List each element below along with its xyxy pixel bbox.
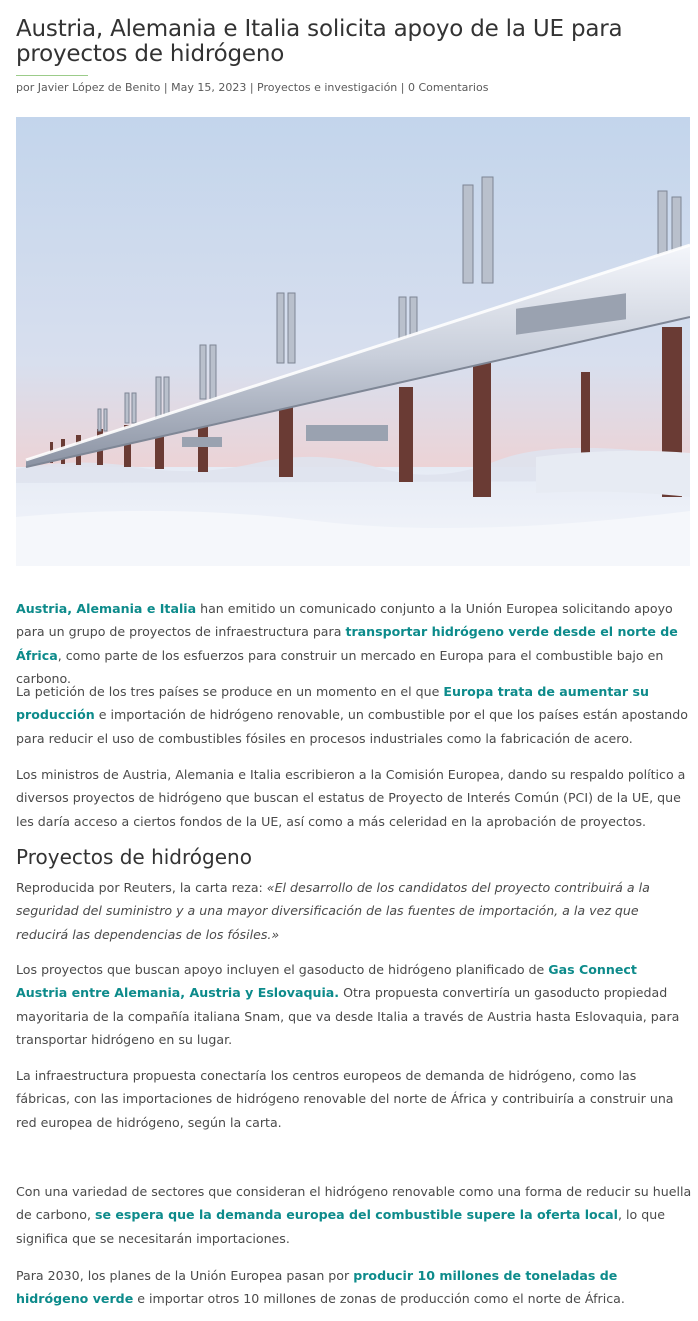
paragraph-5 — [16, 958, 692, 1051]
paragraph-4 — [16, 876, 692, 946]
paragraph-text: Los proyectos que buscan apoyo incluyen el gasoducto de hidrógeno planificado de — [16, 962, 549, 977]
article-title: Austria, Alemania e Italia solicita apoyo de la UE para proyectos de hidrógeno — [16, 16, 623, 67]
title-underline — [16, 75, 88, 76]
link-produce-10-million[interactable]: producir 10 millones de toneladas de hidrógeno verde — [16, 1268, 618, 1307]
paragraph-text: Con una variedad de sectores que consideran el hidrógeno renovable como una forma de reducir su huella de carbono, — [16, 1184, 692, 1223]
paragraph-text: Para 2030, los planes de la Unión Europea pasan por — [16, 1268, 354, 1283]
paragraph-2 — [16, 680, 692, 750]
paragraph-text: han emitido un comunicado conjunto a la Unión Europea solicitando apoyo para un grupo de proyectos de infraestructura para — [16, 601, 673, 640]
paragraph-6: La infraestructura propuesta conectaría los centros europeos de demanda de hidrógeno, como las fábricas, con las importaciones de hidrógeno renovable del norte de África y contribuiría a construir una red europea de hidrógeno, según la carta. — [16, 1068, 674, 1130]
paragraph-8 — [16, 1264, 692, 1311]
meta-separator: | — [246, 81, 258, 94]
paragraph-1 — [16, 597, 692, 690]
category-link[interactable]: Proyectos e investigación — [257, 81, 398, 94]
link-gas-connect-austria[interactable]: Gas Connect Austria entre Alemania, Austria y Eslovaquia. — [16, 962, 637, 1001]
meta-prefix: por — [16, 81, 38, 94]
paragraph-text: Otra propuesta convertiría un gasoducto propiedad mayoritaria de la compañía italiana Snam, que va desde Italia a través de Austria hasta Eslovaquia, para transportar hidrógeno en su lugar. — [16, 985, 680, 1047]
quote-text: «El desarrollo de los candidatos del proyecto contribuirá a la seguridad del suministro y a una mayor diversificación de las fuentes de importación, a la vez que reducirá las dependencias de los fósiles.» — [16, 880, 650, 942]
paragraph-text: e importar otros 10 millones de zonas de producción como el norte de África. — [133, 1291, 625, 1307]
post-date: May 15, 2023 — [171, 81, 247, 94]
paragraph-text: Reproducida por Reuters, la carta reza: — [16, 880, 267, 895]
meta-separator: | — [160, 81, 172, 94]
link-demand-exceeds-supply[interactable]: se espera que la demanda europea del combustible supere la oferta local — [94, 1207, 618, 1223]
author-link[interactable]: Javier López de Benito — [37, 81, 161, 94]
paragraph-text: , lo que significa que se necesitarán importaciones. — [16, 1207, 665, 1246]
section-heading: Proyectos de hidrógeno — [16, 845, 252, 869]
paragraph-text: e importación de hidrógeno renovable, un combustible por el que los países están apostando para reducir el uso de combustibles fósiles en procesos industriales como la fabricación de acero. — [16, 707, 688, 746]
link-countries[interactable]: Austria, Alemania e Italia — [16, 601, 197, 616]
pipeline-photo — [16, 117, 690, 566]
paragraph-text: , como parte de los esfuerzos para construir un mercado en Europa para el combustible bajo en carbono. — [16, 647, 664, 686]
paragraph-text: La petición de los tres países se produce en un momento en el que — [16, 684, 444, 699]
link-transport-hydrogen[interactable]: transportar hidrógeno verde desde el norte de África — [16, 624, 678, 663]
paragraph-7 — [16, 1180, 692, 1250]
comments-link[interactable]: 0 Comentarios — [407, 81, 489, 94]
link-europe-production[interactable]: Europa trata de aumentar su producción — [16, 684, 649, 723]
paragraph-3: Los ministros de Austria, Alemania e Italia escribieron a la Comisión Europea, dando su respaldo político a diversos proyectos de hidrógeno que buscan el estatus de Proyecto de Interés Común (PCI) de la UE, que les daría acceso a ciertos fondos de la UE, así como a más celeridad en la aprobación de proyectos. — [16, 767, 686, 829]
meta-separator: | — [397, 81, 408, 94]
post-meta — [16, 81, 488, 94]
